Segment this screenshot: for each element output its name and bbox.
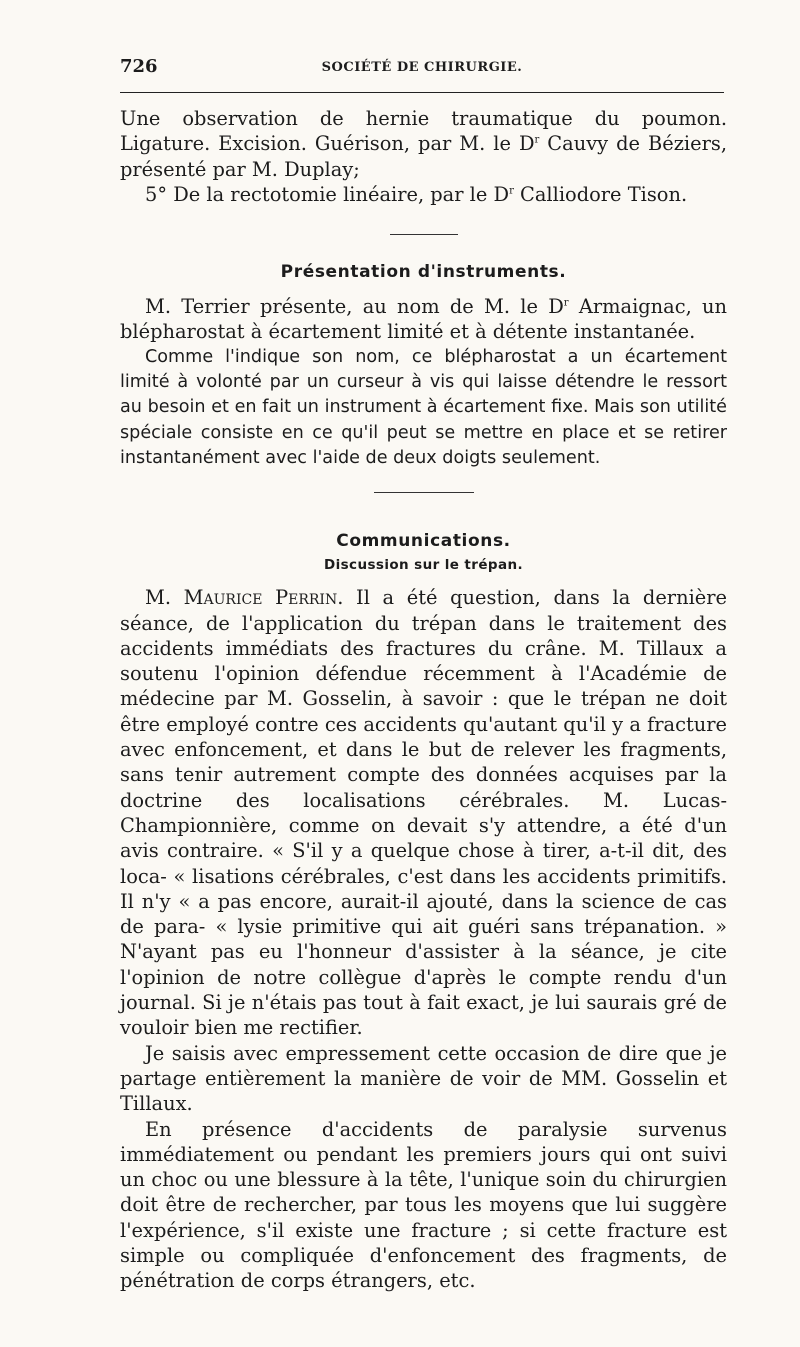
page-body bbox=[120, 106, 727, 1294]
paragraph-blepharostat: Comme l'indique son nom, ce blépharostat a un écartement limité à volonté par un curseur à vis qui laisse détendre le ressort au besoin et en fait un instrument à écartement fixe. Mais son utilité spéciale consiste en ce qu'il peut se mettre en place et se retirer instantanément avec l'aide de deux doigts seulement. bbox=[120, 346, 727, 468]
page-header bbox=[120, 56, 724, 82]
paragraph-gosselin-tillaux: Je saisis avec empressement cette occasion de dire que je partage entièrement la manière de voir de MM. Gosselin et Tillaux. bbox=[120, 1041, 727, 1116]
speaker-name: Maurice Perrin bbox=[183, 586, 338, 610]
item-hernie: Une observation de hernie traumatique du poumon. Ligature. Excision. Guérison, par M. le $D^r$ Cauvy de Béziers, présenté par M. Duplay; bbox=[120, 107, 727, 181]
paragraph-perrin: M. Maurice Perrin. Il a été question, dans la dernière séance, de l'application du trépan dans le traitement des accidents immédiats des fractures du crâne. M. Tillaux a soutenu l'opinion défendue récemment à l'Académie de médecine par M. Gosselin, à savoir : que le trépan ne doit être employé contre ces accidents qu'autant qu'il y a fracture avec enfoncement, et dans le but de relever les fragments, sans tenir autrement compte des données acquises par la doctrine des localisations cérébrales. M. Lucas-Championnière, comme on devait s'y attendre, a été d'un avis contraire. « S'il y a quelque chose à tirer, a-t-il dit, des loca- « lisations cérébrales, c'est dans les accidents primitifs. Il n'y « a pas encore, aurait-il ajouté, dans la science de cas de para- « lysie primitive qui ait guéri sans trépanation. » N'ayant pas eu l'honneur d'assister à la séance, je cite l'opinion de notre collègue d'après le compte rendu d'un journal. Si je n'étais pas tout à fait exact, je lui saurais gré de vouloir bien me rectifier. bbox=[120, 586, 727, 1040]
paragraph-terrier: M. Terrier présente, au nom de M. le $D^r$ Armaignac, un blépharostat à écartement limité et à détente instantanée. bbox=[120, 295, 727, 344]
running-title: SOCIÉTÉ DE CHIRURGIE. bbox=[321, 60, 523, 75]
section-heading-communications: Communications. bbox=[336, 531, 511, 552]
item-rectotomie: 5° De la rectotomie linéaire, par le $D^r$ Calliodore Tison. bbox=[145, 182, 688, 206]
paragraph-paralysie: En présence d'accidents de paralysie survenus immédiatement ou pendant les premiers jours qui ont suivi un choc ou une blessure à la tête, l'unique soin du chirurgien doit être de rechercher, par tous les moyens que lui suggère l'expérience, s'il existe une fracture ; si cette fracture est simple ou compliquée d'enfoncement des fragments, de pénétration de corps étrangers, etc. bbox=[120, 1117, 727, 1293]
section-heading-instruments: Présentation d'instruments. bbox=[280, 262, 567, 283]
page-number: 726 bbox=[120, 56, 158, 77]
section-subheading-trepan: Discussion sur le trépan. bbox=[323, 557, 524, 574]
header-rule bbox=[120, 92, 724, 93]
